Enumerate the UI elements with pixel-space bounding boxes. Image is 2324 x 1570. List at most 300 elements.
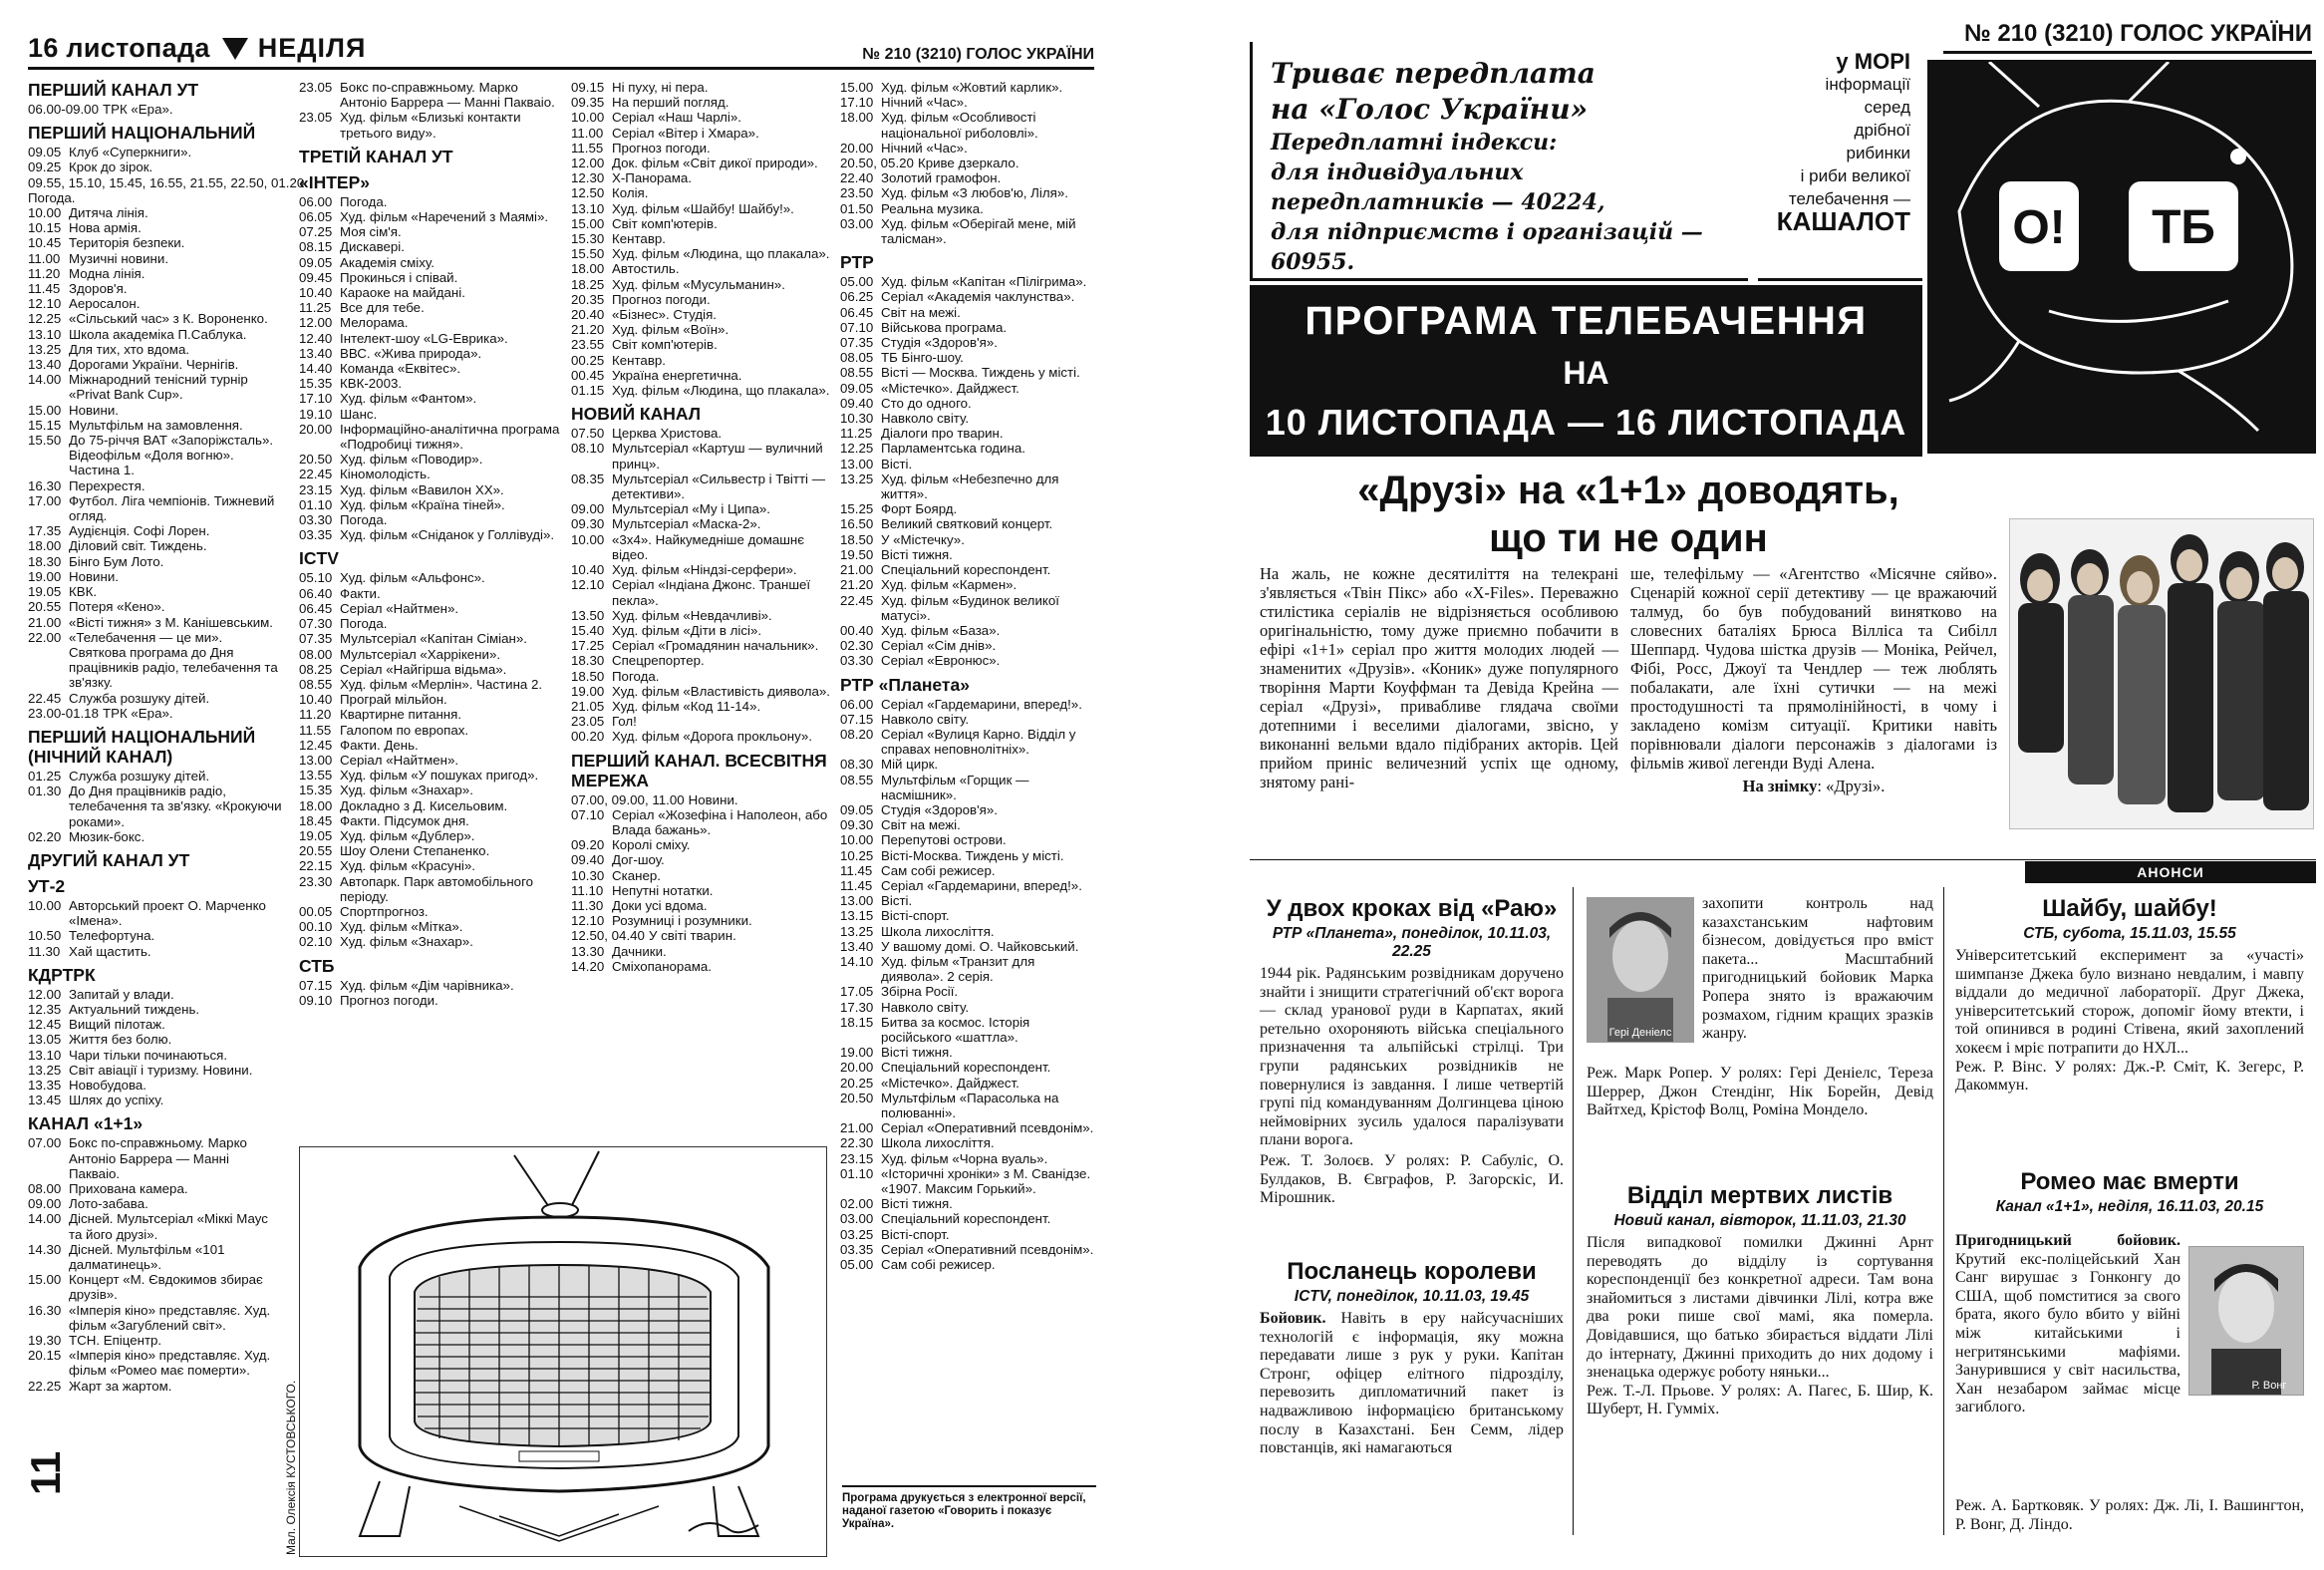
- schedule-title: Вісті — Москва. Тиждень у місті.: [881, 365, 1080, 381]
- subscription-line-6: для підприємств і організацій — 60955.: [1271, 219, 1703, 275]
- schedule-title: Аудієнція. Софі Лорен.: [69, 523, 210, 539]
- announcement-genre: Пригодницький бойовик.: [1955, 1232, 2180, 1249]
- schedule-title: Худ. фільм «Діти в лісі».: [612, 622, 762, 638]
- schedule-row: [28, 706, 282, 721]
- schedule-time: 08.30: [840, 757, 874, 773]
- schedule-title: Худ. фільм «З любов'ю, Ліля».: [881, 185, 1068, 201]
- schedule-title: Територія безпеки.: [69, 235, 185, 251]
- schedule-time: 19.05: [28, 584, 62, 600]
- schedule-row: [28, 1181, 282, 1196]
- schedule-row: [571, 322, 830, 337]
- schedule-title: Служба розшуку дітей.: [69, 768, 210, 784]
- schedule-title: Х-Панорама.: [612, 170, 693, 186]
- subscription-line-5: передплатників — 40224,: [1271, 189, 1605, 215]
- schedule-title: Серіал «Вітер і Хмара».: [612, 125, 759, 141]
- announcement-title: Посланець королеви: [1287, 1258, 1537, 1285]
- schedule-time: 15.00: [28, 1272, 62, 1288]
- schedule-time: 10.40: [299, 692, 333, 708]
- schedule-time: 14.30: [28, 1241, 62, 1257]
- schedule-time: 13.00: [840, 456, 874, 471]
- schedule-time: 15.00: [571, 215, 605, 231]
- schedule-time: 12.50: [571, 185, 605, 201]
- schedule-time: 12.40: [299, 330, 333, 346]
- schedule-title: Серіал «Найтмен».: [340, 600, 459, 616]
- schedule-title: Вісті.: [881, 893, 913, 909]
- schedule-time: 12.00: [299, 315, 333, 331]
- announcement-2-credits: [1587, 1065, 1933, 1120]
- schedule-row: [571, 353, 830, 368]
- schedule-column-3: [571, 80, 830, 974]
- schedule-time: 22.40: [840, 170, 874, 186]
- headshot-drawing: [1588, 898, 1693, 1042]
- schedule-row: [840, 547, 1097, 562]
- schedule-title: Факти. Підсумок дня.: [340, 812, 469, 828]
- schedule-time: 11.10: [571, 882, 604, 898]
- announcement-2-continued: [1702, 895, 1933, 1044]
- more-line-1: у МОРІ: [1836, 49, 1910, 74]
- schedule-row: [571, 216, 830, 231]
- schedule-title: Україна енергетична.: [612, 367, 742, 383]
- announcement-credits: Реж. Р. Вінс. У ролях: Дж.-Р. Сміт, К. Зегерс, Р. Дакоммун.: [1955, 1058, 2304, 1095]
- schedule-time: 17.00: [28, 492, 62, 508]
- schedule-time: 09.40: [571, 852, 605, 868]
- schedule-title: Жарт за жартом.: [69, 1378, 172, 1394]
- schedule-title: Сам собі режисер.: [881, 1257, 996, 1273]
- schedule-time: 07.15: [840, 711, 874, 727]
- schedule-row: [840, 653, 1097, 668]
- schedule-time: 14.00: [28, 372, 62, 388]
- schedule-time: 10.00: [28, 205, 62, 221]
- schedule-time: 12.30: [571, 170, 605, 186]
- schedule-time: 07.50: [571, 426, 605, 442]
- schedule-title: Худ. фільм «Шайбу! Шайбу!».: [612, 200, 794, 216]
- schedule-title: Авторський проект О. Марченко «Імена».: [69, 897, 266, 929]
- channel-heading: РТР «Планета»: [840, 674, 970, 695]
- schedule-time: 11.45: [840, 862, 873, 878]
- schedule-time: 11.55: [571, 140, 604, 156]
- schedule-row: [299, 738, 564, 753]
- announcement-schedule: Канал «1+1», неділя, 16.11.03, 20.15: [1995, 1198, 2264, 1215]
- schedule-row: [299, 270, 564, 285]
- schedule-title: «Містечко». Дайджест.: [881, 380, 1019, 396]
- more-line-8: КАШАЛОТ: [1776, 206, 1910, 236]
- schedule-row: [840, 924, 1097, 939]
- schedule-row: [28, 251, 282, 266]
- schedule-time: 02.30: [840, 638, 874, 654]
- schedule-time: 06.05: [299, 209, 333, 225]
- schedule-row: [840, 1120, 1097, 1135]
- announcement-5-credits: [1955, 1497, 2304, 1534]
- more-line-2: інформації: [1825, 75, 1910, 94]
- schedule-title: Прихована камера.: [69, 1180, 188, 1196]
- schedule-row: [840, 863, 1097, 878]
- schedule-title: Аеросалон.: [69, 296, 141, 312]
- logo-left-text: О!: [2012, 201, 2066, 254]
- announcement-text: Після випадкової помилки Джинні Арнт переводять до відділу із сортування кореспонденції без конкретної адреси. Там вона знайомиться з листами дівчинки Лілі, котра вже два роки пише свої мамі, яка померла. Довідавшися, що батько збирається віддати Лілі до інтернату, Джинні приходить до них додому і зненацька одержує роботу няньки...: [1587, 1234, 1933, 1382]
- schedule-title: Худ. фільм «Вавилон XX».: [340, 481, 504, 497]
- schedule-title: Квартирне питання.: [340, 707, 462, 723]
- schedule-time: 12.25: [28, 311, 62, 327]
- schedule-time: 05.10: [299, 570, 333, 586]
- schedule-time: 17.35: [28, 523, 62, 539]
- schedule-row: [571, 852, 830, 867]
- schedule-row: [299, 662, 564, 677]
- schedule-time: 23.15: [840, 1150, 874, 1166]
- schedule-column-4: [840, 80, 1097, 1272]
- subscription-line-2: на «Голос України»: [1271, 93, 1589, 126]
- header-day: НЕДІЛЯ: [257, 33, 367, 63]
- schedule-time: 20.50: [840, 1090, 874, 1105]
- schedule-time: 07.25: [299, 224, 333, 240]
- schedule-time: 13.25: [840, 471, 874, 486]
- schedule-time: 18.00: [299, 797, 333, 813]
- schedule-title: Здоров'я.: [69, 281, 128, 297]
- schedule-title: Дог-шоу.: [612, 852, 665, 868]
- schedule-time: 22.25: [28, 1378, 62, 1394]
- schedule-title: Худ. фільм «Знахар».: [340, 783, 473, 798]
- schedule-title: Вісті-спорт.: [881, 908, 950, 924]
- schedule-title: ТБ Бінго-шоу.: [881, 350, 964, 366]
- schedule-title: Студія «Здоров'я».: [881, 335, 998, 351]
- schedule-row: [28, 266, 282, 281]
- schedule-time: 18.50: [571, 668, 605, 684]
- schedule-row: [571, 501, 830, 516]
- header-date: 16 листопада: [28, 33, 210, 63]
- schedule-title: Серіал «Індіана Джонс. Траншеї пекла».: [612, 577, 811, 608]
- schedule-title: Прогноз погоди.: [340, 992, 438, 1008]
- schedule-row: [840, 516, 1097, 531]
- schedule-time: 06.45: [299, 600, 333, 616]
- schedule-row: [299, 692, 564, 707]
- schedule-title: Худ. фільм «Альфонс».: [340, 570, 485, 586]
- feature-title-line-2: що ти не один: [1489, 516, 1768, 560]
- schedule-title: Шанс.: [340, 406, 378, 422]
- schedule-time: 13.00: [840, 893, 874, 909]
- schedule-time: 11.45: [840, 877, 873, 893]
- schedule-time: 10.30: [840, 411, 874, 427]
- schedule-title: «3х4». Найкумедніше домашнє відео.: [612, 531, 805, 562]
- schedule-row: [571, 913, 830, 928]
- schedule-time: 07.30: [299, 616, 333, 632]
- schedule-time: 02.10: [299, 934, 333, 950]
- schedule-time: 07.10: [571, 806, 605, 822]
- schedule-title: Служба розшуку дітей.: [69, 690, 210, 706]
- schedule-row: [28, 311, 282, 326]
- schedule-title: Мультсеріал «Картуш — вуличний принц».: [612, 441, 823, 471]
- schedule-row: [28, 829, 282, 844]
- schedule-title: Студія «Здоров'я».: [881, 801, 998, 817]
- schedule-row: [299, 783, 564, 797]
- announcement-credits: Реж. Т. Золоєв. У ролях: Р. Сабуліс, О. Булдаков, В. Євграфов, Р. Загорскіс, И. Мірошник.: [1260, 1151, 1564, 1207]
- schedule-row: [571, 141, 830, 156]
- schedule-title: Факти.: [340, 585, 381, 601]
- schedule-time: 08.05: [840, 350, 874, 366]
- schedule-row: [840, 817, 1097, 832]
- whale-tv-icon: [1929, 62, 2314, 452]
- schedule-title: Дорогами України. Чернігів.: [69, 357, 239, 373]
- schedule-title: Мультсеріал «Капітан Сіміан».: [340, 631, 527, 647]
- schedule-title: Актуальний тиждень.: [69, 1001, 200, 1017]
- schedule-row: [571, 110, 830, 125]
- schedule-time: 11.00: [571, 125, 604, 141]
- schedule-time: 10.45: [28, 235, 62, 251]
- schedule-title: Дитяча лінія.: [69, 205, 148, 221]
- schedule-row: [299, 512, 564, 527]
- schedule-row: [571, 170, 830, 185]
- schedule-time: 02.00: [840, 1196, 874, 1212]
- schedule-time: 13.10: [28, 326, 62, 342]
- schedule-title: Шлях до успіху.: [69, 1093, 164, 1108]
- schedule-title: Мультсеріал «Харрікени».: [340, 646, 501, 662]
- schedule-title: Бокс по-справжньому. Марко Антоніо Баррера — Манні Пакваіо.: [69, 1135, 247, 1181]
- schedule-row: [571, 368, 830, 383]
- schedule-row: [571, 669, 830, 684]
- schedule-title: Дісней. Мультсеріал «Міккі Маус та його друзі».: [69, 1211, 268, 1242]
- kashalot-box: [1758, 42, 1922, 281]
- schedule-row: [840, 577, 1097, 592]
- schedule-title: Худ. фільм «Красуні».: [340, 858, 475, 874]
- schedule-row: [299, 707, 564, 722]
- schedule-row: [840, 908, 1097, 923]
- announcement-schedule: РТР «Планета», понеділок, 10.11.03, 22.25: [1272, 925, 1552, 960]
- schedule-time: 13.25: [840, 923, 874, 939]
- photo-caption-label: На знімку: [1742, 777, 1818, 795]
- schedule-time: 23.50: [840, 185, 874, 201]
- channel-heading: СТБ: [299, 955, 335, 976]
- schedule-row: [840, 893, 1097, 908]
- schedule-time: 22.00: [28, 629, 62, 645]
- schedule-row: [840, 305, 1097, 320]
- schedule-title: ВВС. «Жива природа».: [340, 345, 482, 361]
- schedule-time: 15.00: [28, 402, 62, 418]
- schedule-title: Кентавр.: [612, 352, 666, 368]
- schedule-row: [28, 584, 282, 599]
- schedule-title: Спецрепортер.: [612, 653, 705, 669]
- schedule-row: [840, 501, 1097, 516]
- schedule-row: [28, 928, 282, 943]
- schedule-title: Худ. фільм «Поводир».: [340, 452, 483, 468]
- schedule-title: Вищий пілотаж.: [69, 1017, 165, 1033]
- schedule-row: [840, 712, 1097, 727]
- feature-title-line-1: «Друзі» на «1+1» доводять,: [1357, 469, 1899, 512]
- schedule-time: 18.00: [840, 110, 874, 126]
- schedule-title: У вашому домі. О. Чайковський.: [881, 938, 1079, 954]
- schedule-row: [299, 346, 564, 361]
- schedule-time: 21.00: [840, 1120, 874, 1136]
- more-line-6: і риби великої: [1800, 166, 1910, 185]
- gary-daniels-photo: [1587, 897, 1694, 1043]
- schedule-row: [299, 422, 564, 452]
- schedule-row: [840, 1045, 1097, 1060]
- schedule-time: 06.25: [840, 289, 874, 305]
- schedule-time: 19.10: [299, 406, 333, 422]
- announcement-credits: Реж. Марк Ропер. У ролях: Гері Деніелс, Тереза Шеррер, Джон Стендінг, Нік Борейн, Девід Вайтхед, Крістоф Волц, Роміна Мондело.: [1587, 1065, 1933, 1119]
- schedule-row: [28, 1032, 282, 1047]
- schedule-title: «Імперія кіно» представляє. Худ. фільм «Загублений світ».: [69, 1302, 271, 1333]
- channel-heading: ПЕРШИЙ НАЦІОНАЛЬНИЙ (НІЧНИЙ КАНАЛ): [28, 726, 256, 767]
- schedule-title: КВК.: [69, 584, 98, 600]
- schedule-time: 20.55: [299, 843, 333, 859]
- schedule-row: [571, 928, 830, 943]
- schedule-time: 03.30: [299, 512, 333, 528]
- schedule-time: 16.30: [28, 1302, 62, 1318]
- schedule-title: Програй мільйон.: [340, 692, 447, 708]
- schedule-time: 20.55: [28, 599, 62, 615]
- schedule-row: [28, 478, 282, 493]
- schedule-row: [840, 532, 1097, 547]
- schedule-row: [299, 331, 564, 346]
- channel-heading: КАНАЛ «1+1»: [28, 1113, 144, 1134]
- schedule-time: 12.10: [571, 577, 605, 593]
- schedule-time: 20.00: [840, 1060, 874, 1076]
- schedule-title: Футбол. Ліга чемпіонів. Тижневий огляд.: [69, 492, 275, 524]
- schedule-title: Форт Боярд.: [881, 501, 958, 517]
- schedule-title: Серіал «Сім днів».: [881, 638, 997, 654]
- schedule-row: [28, 1242, 282, 1272]
- column-rule-1: [1573, 887, 1574, 1535]
- schedule-time: 21.05: [571, 698, 605, 714]
- schedule-time: 09.05: [299, 254, 333, 270]
- schedule-title: ТРК «Ера».: [102, 102, 173, 117]
- schedule-time: 10.40: [571, 562, 605, 578]
- schedule-title: Світ авіації і туризму. Новини.: [69, 1062, 253, 1078]
- schedule-title: Спеціальний кореспондент.: [881, 1060, 1051, 1076]
- announcement-genre: Бойовик.: [1260, 1310, 1326, 1327]
- schedule-row: [840, 1242, 1097, 1257]
- schedule-row: [840, 1060, 1097, 1075]
- schedule-time: 10.40: [299, 285, 333, 301]
- schedule-title: ТСН. Епіцентр.: [69, 1333, 162, 1349]
- schedule-row: [840, 320, 1097, 335]
- schedule-row: [299, 601, 564, 616]
- schedule-row: [28, 296, 282, 311]
- schedule-row: [840, 185, 1097, 200]
- schedule-title: Худ. фільм «Чорна вуаль».: [881, 1150, 1048, 1166]
- left-page: [0, 0, 1104, 1570]
- schedule-time: 08.25: [299, 661, 333, 677]
- schedule-time: 12.10: [571, 913, 605, 929]
- schedule-title: Модна лінія.: [69, 265, 145, 281]
- schedule-row: [840, 201, 1097, 216]
- schedule-row: [299, 723, 564, 738]
- schedule-time: 09.25: [28, 159, 62, 175]
- schedule-time: 06.00: [299, 193, 333, 209]
- schedule-time: 08.55: [840, 365, 874, 381]
- schedule-title: Погода.: [340, 193, 388, 209]
- schedule-title: Серіал «Жозефіна і Наполеон, або Влада бажань».: [612, 806, 828, 837]
- schedule-row: [28, 1303, 282, 1333]
- more-line-5: рибинки: [1846, 144, 1910, 162]
- schedule-title: Навколо світу.: [881, 411, 970, 427]
- schedule-column-2: [299, 80, 564, 1008]
- schedule-time: 09.45: [299, 269, 333, 285]
- retro-tv-drawing: [300, 1147, 826, 1556]
- schedule-title: Хай щастить.: [69, 943, 151, 959]
- schedule-time: 09.05: [840, 801, 874, 817]
- schedule-time: 09.00: [28, 1196, 62, 1212]
- schedule-title: Реальна музика.: [881, 200, 984, 216]
- announcement-schedule: СТБ, субота, 15.11.03, 15.55: [2023, 925, 2236, 942]
- schedule-row: [571, 156, 830, 170]
- schedule-time: 05.00: [840, 274, 874, 290]
- schedule-row: [28, 174, 305, 205]
- schedule-row: [840, 878, 1097, 893]
- schedule-row: [299, 616, 564, 631]
- schedule-time: 12.45: [28, 1017, 62, 1033]
- schedule-title: Мультсеріал «Сильвестр і Твітті — детективи».: [612, 471, 825, 502]
- schedule-row: [299, 813, 564, 828]
- schedule-row: [840, 1196, 1097, 1211]
- schedule-row: [28, 944, 282, 959]
- schedule-time: 13.55: [299, 768, 333, 784]
- schedule-row: [299, 753, 564, 768]
- schedule-title: Бокс по-справжньому. Марко Антоніо Баррера — Манні Пакваіо.: [340, 80, 555, 111]
- schedule-row: [840, 1227, 1097, 1242]
- schedule-time: 08.55: [840, 772, 874, 787]
- schedule-title: Кіномолодість.: [340, 467, 431, 482]
- schedule-time: 10.00: [28, 897, 62, 913]
- schedule-row: [840, 381, 1097, 396]
- schedule-time: 12.25: [840, 441, 874, 457]
- schedule-row: [840, 289, 1097, 304]
- schedule-title: Розумниці і розумники.: [612, 913, 752, 929]
- schedule-row: [840, 170, 1097, 185]
- schedule-title: Команда «Еквітес».: [340, 361, 461, 377]
- schedule-time: 11.25: [299, 300, 332, 316]
- schedule-title: Худ. фільм «Властивість диявола».: [612, 683, 830, 699]
- schedule-title: Золотий грамофон.: [881, 170, 1002, 186]
- schedule-title: Крок до зірок.: [69, 159, 153, 175]
- schedule-title: Світ комп'ютерів.: [612, 215, 718, 231]
- schedule-time: 08.10: [571, 441, 605, 457]
- schedule-title: Навколо світу.: [881, 711, 970, 727]
- schedule-title: Мультсеріал «Му і Ципа».: [612, 501, 770, 517]
- schedule-time: 03.30: [840, 653, 874, 669]
- schedule-row: [840, 80, 1097, 95]
- schedule-time: 00.25: [571, 352, 605, 368]
- schedule-row: [299, 570, 564, 585]
- schedule-time: 14.40: [299, 361, 333, 377]
- schedule-time: 18.30: [571, 653, 605, 669]
- schedule-title: Інформаційно-аналітична програма «Подробиці тижня».: [340, 421, 560, 453]
- schedule-title: Серіал «Оперативний псевдонім».: [881, 1120, 1094, 1136]
- friends-cast-photo: [2009, 518, 2314, 829]
- schedule-title: «Вісті тижня» з М. Канішевським.: [69, 614, 273, 630]
- schedule-time: 15.35: [299, 783, 333, 798]
- schedule-title: Худ. фільм «Людина, що плакала».: [612, 383, 830, 399]
- schedule-title: Парламентська година.: [881, 441, 1025, 457]
- schedule-time: 17.25: [571, 638, 605, 654]
- schedule-title: Худ. фільм «Країна тіней».: [340, 496, 505, 512]
- schedule-row: [299, 631, 564, 646]
- schedule-time: 20.40: [571, 307, 605, 323]
- schedule-time: 17.10: [840, 95, 874, 111]
- schedule-time: 13.40: [299, 345, 333, 361]
- schedule-title: Навколо світу.: [881, 999, 970, 1015]
- schedule-time: 07.35: [840, 335, 874, 351]
- schedule-time: 20.50, 05.20: [840, 156, 914, 171]
- schedule-row: [28, 1002, 282, 1017]
- schedule-title: Погода.: [340, 616, 388, 632]
- schedule-row: [840, 757, 1097, 772]
- schedule-title: Худ. фільм «Оберігай мене, мій талісман».: [881, 215, 1076, 247]
- schedule-title: Запитай у влади.: [69, 986, 174, 1002]
- schedule-time: 03.00: [840, 215, 874, 231]
- schedule-time: 23.05: [299, 110, 333, 126]
- feature-text-col-2-body: ше, телефільму — «Агентство «Місячне сяйво». Сценарій кожної серії детективу — це вражаючий талмуд, бо був побудований винятково на словесних баталіях Брюса Вілліса та Сибілл Шеппард. Чудова шістка друзів — Моніка, Рейчел, Фібі, Росс, Джоуї та Чендлер — теж люблять побалакати, але їхні сутички — на межі простодушності та прямолінійності, в чому і закладено комізм ситуації. Критики навіть порівнювали діалоги персонажів з діалогами із фільмів живої легенди Вуді Алена.: [1630, 564, 1997, 773]
- schedule-title: Концерт «М. Євдокимов збирає друзів».: [69, 1272, 263, 1303]
- schedule-row: [299, 224, 564, 239]
